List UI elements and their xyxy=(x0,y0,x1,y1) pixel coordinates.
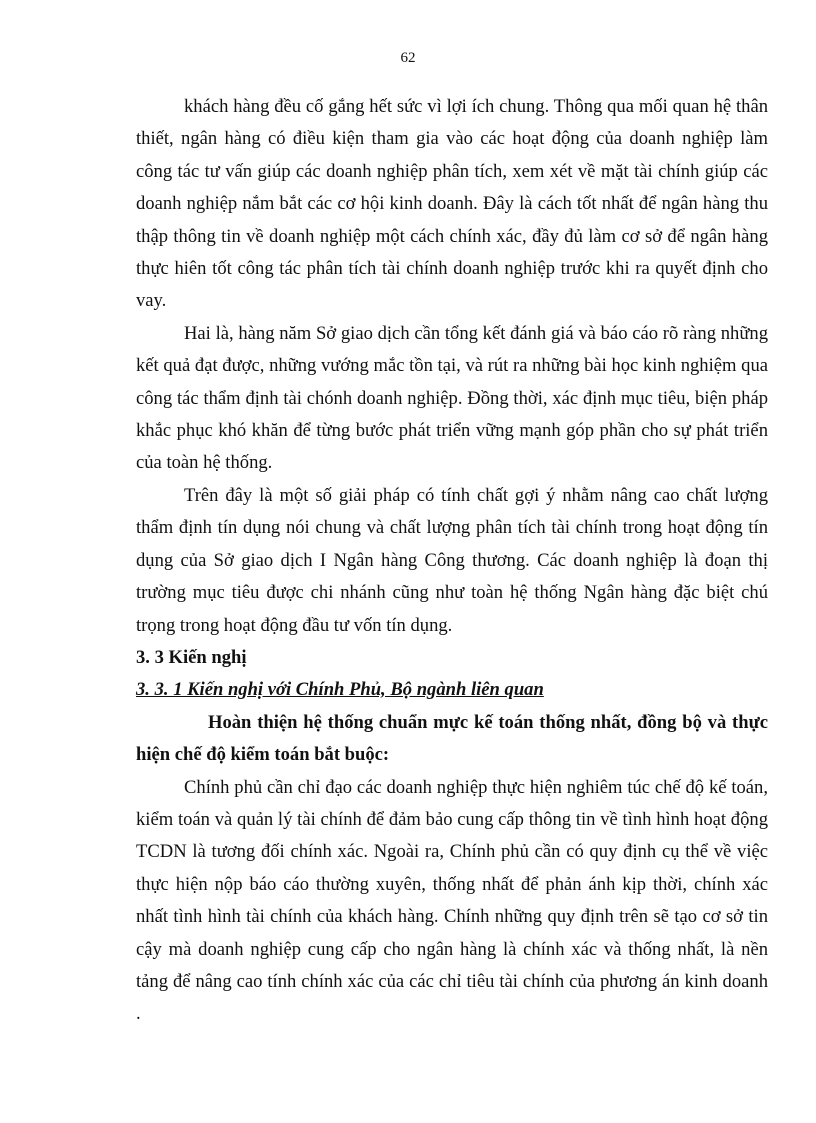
paragraph-government-directives: Chính phủ cần chỉ đạo các doanh nghiệp thực hiện nghiêm túc chế độ kế toán, kiểm toán và quản lý tài chính để đảm bảo cung cấp thông tin về tình hình hoạt động TCDN là tương đối chính xác. Ngoài ra, Chính phủ cần có quy định cụ thể về việc thực hiện nộp báo cáo thường xuyên, thống nhất để phản ánh kịp thời, chính xác nhất tình hình tài chính của khách hàng. Chính những quy định trên sẽ tạo cơ sở tin cậy mà doanh nghiệp cung cấp cho ngân hàng là chính xác và thống nhất, là nền tảng để nâng cao tính chính xác của các chỉ tiêu tài chính của phương án kinh doanh . xyxy=(136,776,768,1025)
paragraph-accounting-standards xyxy=(136,707,768,772)
paragraph-accounting-standards-text: Hoàn thiện hệ thống chuẩn mực kế toán thống nhất, đồng bộ và thực hiện chế độ kiểm toán bắt buộc: xyxy=(136,711,768,766)
paragraph-summary: Trên đây là một số giải pháp có tính chất gợi ý nhằm nâng cao chất lượng thẩm định tín dụng nói chung và chất lượng phân tích tài chính trong hoạt động tín dụng của Sở giao dịch I Ngân hàng Công thương. Các doanh nghiệp là đoạn thị trường mục tiêu được chi nhánh cũng như toàn hệ thống Ngân hàng đặc biệt chú trọng trong hoạt động đầu tư vốn tín dụng. xyxy=(136,484,768,636)
paragraph-annual-review: Hai là, hàng năm Sở giao dịch cần tổng kết đánh giá và báo cáo rõ ràng những kết quả đạt được, những vướng mắc tồn tại, và rút ra những bài học kinh nghiệm qua công tác thẩm định tài chónh doanh nghiệp. Đồng thời, xác định mục tiêu, biện pháp khắc phục khó khăn để từng bước phát triển vững mạnh góp phần cho sự phát triển của toàn hệ thống. xyxy=(136,322,768,474)
document-body xyxy=(136,91,768,1031)
section-heading-recommendations: 3. 3 Kiến nghị xyxy=(136,646,247,668)
page-number: 62 xyxy=(400,50,416,66)
subsection-heading-government: 3. 3. 1 Kiến nghị với Chính Phủ, Bộ ngành liên quan xyxy=(136,679,544,701)
paragraph-customer-relations: khách hàng đều cố gắng hết sức vì lợi ích chung. Thông qua mối quan hệ thân thiết, ngân hàng có điều kiện tham gia vào các hoạt động của doanh nghiệp làm công tác tư vấn giúp các doanh nghiệp phân tích, xem xét về mặt tài chính giúp các doanh nghiệp nắm bắt các cơ hội kinh doanh. Đây là cách tốt nhất để ngân hàng thu thập thông tin về doanh nghiệp một cách chính xác, đầy đủ làm cơ sở để ngân hàng thực hiên tốt công tác phân tích tài chính doanh nghiệp trước khi ra quyết định cho vay. xyxy=(136,96,768,312)
